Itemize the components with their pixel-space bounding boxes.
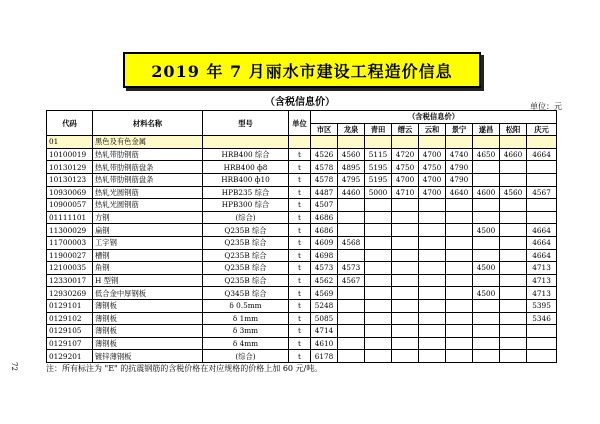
cell-price: [473, 173, 500, 186]
cell-price: [473, 236, 500, 249]
cell-price: [365, 325, 392, 338]
cell-price: [338, 224, 365, 237]
cell-price: [338, 337, 365, 350]
cell-price: [338, 211, 365, 224]
cell-unit: t: [289, 287, 311, 300]
cell-price: [338, 350, 365, 363]
cell-unit: t: [289, 350, 311, 363]
cell-price: [419, 236, 446, 249]
cell-price: [446, 211, 473, 224]
cell-price: 4895: [338, 161, 365, 174]
table-row: [47, 337, 557, 350]
cell-price: 4487: [311, 186, 338, 199]
cell-code: 10130129: [47, 161, 93, 174]
cell-price: [365, 274, 392, 287]
cell-price: [392, 274, 419, 287]
cell-material-name: 热轧带肋钢筋: [93, 148, 203, 161]
table-row: [47, 287, 557, 300]
cell-price: [392, 337, 419, 350]
cell-material-name: 槽钢: [93, 249, 203, 262]
cell-material-name: 扁钢: [93, 224, 203, 237]
cell-price: 4560: [338, 148, 365, 161]
header-name: 材料名称: [93, 111, 203, 136]
cell-unit: t: [289, 299, 311, 312]
cell-code: 0129105: [47, 325, 93, 338]
cell-unit: t: [289, 312, 311, 325]
cell-unit: t: [289, 173, 311, 186]
cell-price: [500, 325, 527, 338]
cell-price: [500, 249, 527, 262]
cell-spec: (综合): [203, 211, 289, 224]
cell-price: [392, 299, 419, 312]
cell-price: [473, 211, 500, 224]
header-region: 云和: [419, 123, 446, 136]
cell-price: [446, 262, 473, 275]
cell-price: 4714: [311, 325, 338, 338]
cell-price: [446, 337, 473, 350]
cell-price: [473, 274, 500, 287]
header-region: 庆元: [527, 123, 557, 136]
cell-price: [392, 236, 419, 249]
page-number: 72: [10, 362, 18, 371]
cell-material-name: 热轧带肋钢筋盘条: [93, 161, 203, 174]
cell-price: [338, 287, 365, 300]
cell-price: [527, 337, 557, 350]
cell-price: 4609: [311, 236, 338, 249]
cell-price: [419, 249, 446, 262]
cell-price: 4567: [338, 274, 365, 287]
cell-material-name: 镀锌薄钢板: [93, 350, 203, 363]
table-row: [47, 262, 557, 275]
cell-price: [392, 199, 419, 212]
cell-spec: HPB235 综合: [203, 186, 289, 199]
cell-price: [527, 211, 557, 224]
cell-price: 4660: [500, 148, 527, 161]
cell-material-name: 角钢: [93, 262, 203, 275]
cell-price: 4600: [473, 186, 500, 199]
cell-price: [365, 299, 392, 312]
cell-price: [419, 299, 446, 312]
cell-unit: t: [289, 186, 311, 199]
cell-price: [500, 350, 527, 363]
category-name: 黑色及有色金属: [93, 136, 203, 149]
cell-code: 11700003: [47, 236, 93, 249]
cell-price: 4664: [527, 224, 557, 237]
cell-price: 4710: [392, 186, 419, 199]
cell-price: 4500: [473, 287, 500, 300]
cell-price: [419, 350, 446, 363]
cell-code: 11300029: [47, 224, 93, 237]
cell-unit: t: [289, 337, 311, 350]
table-row: [47, 274, 557, 287]
cell-spec: Q235B 综合: [203, 274, 289, 287]
cell-price: 4664: [527, 249, 557, 262]
cell-price: [365, 337, 392, 350]
cell-price: [527, 173, 557, 186]
cell-spec: Q235B 综合: [203, 224, 289, 237]
cell-price: [365, 211, 392, 224]
cell-price: [500, 299, 527, 312]
table-row: [47, 325, 557, 338]
table-row: [47, 161, 557, 174]
cell-material-name: 低合金中厚钢板: [93, 287, 203, 300]
cell-spec: HRB400 综合: [203, 148, 289, 161]
table-row: [47, 249, 557, 262]
cell-unit: t: [289, 199, 311, 212]
cell-price: 4650: [473, 148, 500, 161]
cell-price: [446, 325, 473, 338]
cell-price: [338, 312, 365, 325]
cell-code: 10100019: [47, 148, 93, 161]
cell-spec: Q235B 综合: [203, 236, 289, 249]
page-title: 2019 年 7 月丽水市建设工程造价信息: [123, 52, 481, 88]
cell-price: [365, 312, 392, 325]
cell-price: 4700: [419, 186, 446, 199]
cell-price: 4507: [311, 199, 338, 212]
cell-price: 4568: [338, 236, 365, 249]
cell-code: 0129101: [47, 299, 93, 312]
header-region: 市区: [311, 123, 338, 136]
cell-price: [527, 350, 557, 363]
cell-price: 4578: [311, 173, 338, 186]
cell-price: [365, 224, 392, 237]
cell-code: 10130123: [47, 173, 93, 186]
cell-price: [392, 325, 419, 338]
cell-price: 4573: [338, 262, 365, 275]
cell-spec: Q345B 综合: [203, 287, 289, 300]
cell-price: [419, 312, 446, 325]
cell-price: 4740: [446, 148, 473, 161]
cell-price: [446, 236, 473, 249]
subtitle: （含税信息价）: [265, 97, 335, 108]
cell-price: 5195: [365, 173, 392, 186]
cell-spec: HPB300 综合: [203, 199, 289, 212]
cell-price: [392, 224, 419, 237]
cell-price: [338, 325, 365, 338]
table-row: [47, 350, 557, 363]
cell-price: 4750: [419, 161, 446, 174]
category-code: 01: [47, 136, 93, 149]
cell-code: 0129201: [47, 350, 93, 363]
cell-price: [473, 249, 500, 262]
header-code: 代码: [47, 111, 93, 136]
cell-price: 4700: [419, 173, 446, 186]
cell-price: [446, 274, 473, 287]
table-row: [47, 148, 557, 161]
cell-price: [473, 312, 500, 325]
cell-spec: δ 1mm: [203, 312, 289, 325]
cell-price: [500, 236, 527, 249]
cell-price: [338, 199, 365, 212]
table-row: [47, 173, 557, 186]
cell-code: 0129107: [47, 337, 93, 350]
cell-code: 12330017: [47, 274, 93, 287]
cell-price: 4460: [338, 186, 365, 199]
cell-price: [473, 199, 500, 212]
cell-code: 01111101: [47, 211, 93, 224]
cell-spec: δ 4mm: [203, 337, 289, 350]
cell-material-name: 工字钢: [93, 236, 203, 249]
cell-price: [500, 337, 527, 350]
cell-price: 4526: [311, 148, 338, 161]
cell-unit: t: [289, 224, 311, 237]
cell-price: [500, 262, 527, 275]
cell-unit: t: [289, 236, 311, 249]
cell-price: [500, 312, 527, 325]
cell-price: 4790: [446, 173, 473, 186]
cell-price: [500, 161, 527, 174]
cell-price: [419, 287, 446, 300]
cell-price: 5248: [311, 299, 338, 312]
cell-unit: t: [289, 274, 311, 287]
cell-spec: (综合): [203, 350, 289, 363]
cell-price: [419, 274, 446, 287]
cell-price: 4795: [338, 173, 365, 186]
cell-spec: HRB400 ф10: [203, 173, 289, 186]
cell-price: 4610: [311, 337, 338, 350]
cell-material-name: 热轧带肋钢筋盘条: [93, 173, 203, 186]
header-region: 景宁: [446, 123, 473, 136]
cell-unit: t: [289, 249, 311, 262]
cell-spec: δ 3mm: [203, 325, 289, 338]
cell-price: [365, 262, 392, 275]
cell-price: 4567: [527, 186, 557, 199]
cell-code: 11900027: [47, 249, 93, 262]
cell-price: [527, 161, 557, 174]
cell-price: 4790: [446, 161, 473, 174]
cell-price: [392, 262, 419, 275]
cell-unit: t: [289, 262, 311, 275]
cell-price: 5085: [311, 312, 338, 325]
cell-price: 4700: [392, 173, 419, 186]
cell-code: 12100035: [47, 262, 93, 275]
cell-material-name: 薄钢板: [93, 299, 203, 312]
price-table: [46, 110, 557, 363]
cell-price: 5395: [527, 299, 557, 312]
cell-material-name: 方钢: [93, 211, 203, 224]
cell-code: 12930269: [47, 287, 93, 300]
cell-price: 5195: [365, 161, 392, 174]
cell-price: [500, 173, 527, 186]
cell-price: [392, 249, 419, 262]
footnote: 注：所有标注为 "E" 的抗震钢筋的含税价格在对应规格的价格上加 60 元/吨。: [46, 364, 323, 373]
cell-unit: t: [289, 148, 311, 161]
cell-price: 5115: [365, 148, 392, 161]
cell-price: [419, 199, 446, 212]
cell-price: [419, 325, 446, 338]
cell-price: [419, 211, 446, 224]
cell-price: [446, 350, 473, 363]
cell-unit: t: [289, 161, 311, 174]
header-unit: 单位: [289, 111, 311, 136]
cell-price: 4578: [311, 161, 338, 174]
cell-price: 4713: [527, 287, 557, 300]
header-region: 遂昌: [473, 123, 500, 136]
cell-code: 10930069: [47, 186, 93, 199]
cell-price: 4573: [311, 262, 338, 275]
cell-price: [392, 211, 419, 224]
cell-price: [473, 299, 500, 312]
cell-material-name: 热轧光圆钢筋: [93, 199, 203, 212]
cell-unit: t: [289, 211, 311, 224]
cell-price: 4500: [473, 262, 500, 275]
cell-price: 4569: [311, 287, 338, 300]
header-price-group: （含税信息价）: [311, 111, 557, 124]
cell-price: 4720: [392, 148, 419, 161]
cell-spec: HRB400 ф8: [203, 161, 289, 174]
cell-price: [500, 224, 527, 237]
cell-price: [446, 224, 473, 237]
cell-price: 4750: [392, 161, 419, 174]
cell-price: 4686: [311, 211, 338, 224]
cell-price: [500, 199, 527, 212]
cell-spec: Q235B 综合: [203, 249, 289, 262]
cell-spec: Q235B 综合: [203, 262, 289, 275]
cell-price: [365, 287, 392, 300]
cell-price: [473, 161, 500, 174]
cell-price: 4500: [473, 224, 500, 237]
cell-price: 4700: [419, 148, 446, 161]
cell-price: [365, 236, 392, 249]
category-row: [47, 136, 557, 149]
cell-material-name: 薄钢板: [93, 337, 203, 350]
cell-price: 4713: [527, 262, 557, 275]
cell-price: [527, 199, 557, 212]
cell-price: [365, 199, 392, 212]
cell-code: 10900057: [47, 199, 93, 212]
cell-price: [500, 211, 527, 224]
cell-price: [446, 299, 473, 312]
cell-price: [473, 350, 500, 363]
header-region: 松阳: [500, 123, 527, 136]
table-row: [47, 299, 557, 312]
cell-price: 4560: [500, 186, 527, 199]
header-region: 龙泉: [338, 123, 365, 136]
table-row: [47, 236, 557, 249]
cell-price: [419, 337, 446, 350]
cell-material-name: H 型钢: [93, 274, 203, 287]
cell-price: [392, 312, 419, 325]
unit-label: 单位：元: [530, 102, 562, 111]
header-region: 青田: [365, 123, 392, 136]
table-row: [47, 211, 557, 224]
cell-price: 6178: [311, 350, 338, 363]
cell-price: [500, 274, 527, 287]
cell-price: [446, 287, 473, 300]
cell-price: [419, 262, 446, 275]
cell-price: 4562: [311, 274, 338, 287]
cell-price: [446, 312, 473, 325]
cell-price: 4664: [527, 236, 557, 249]
cell-price: [338, 299, 365, 312]
cell-unit: t: [289, 325, 311, 338]
table-row: [47, 186, 557, 199]
cell-price: 4664: [527, 148, 557, 161]
cell-material-name: 薄钢板: [93, 325, 203, 338]
cell-price: [473, 337, 500, 350]
cell-price: [446, 199, 473, 212]
cell-price: [473, 325, 500, 338]
cell-price: 4640: [446, 186, 473, 199]
cell-price: [392, 350, 419, 363]
cell-code: 0129102: [47, 312, 93, 325]
header-region: 缙云: [392, 123, 419, 136]
cell-spec: δ 0.5mm: [203, 299, 289, 312]
cell-price: [365, 249, 392, 262]
cell-price: 4698: [311, 249, 338, 262]
table-row: [47, 199, 557, 212]
cell-price: 4686: [311, 224, 338, 237]
cell-price: [419, 224, 446, 237]
cell-material-name: 薄钢板: [93, 312, 203, 325]
cell-material-name: 热轧光圆钢筋: [93, 186, 203, 199]
cell-price: [527, 325, 557, 338]
header-spec: 型号: [203, 111, 289, 136]
cell-price: [365, 350, 392, 363]
cell-price: 4713: [527, 274, 557, 287]
table-row: [47, 224, 557, 237]
cell-price: 5000: [365, 186, 392, 199]
table-row: [47, 312, 557, 325]
cell-price: 5346: [527, 312, 557, 325]
cell-price: [392, 287, 419, 300]
cell-price: [338, 249, 365, 262]
cell-price: [446, 249, 473, 262]
cell-price: [500, 287, 527, 300]
